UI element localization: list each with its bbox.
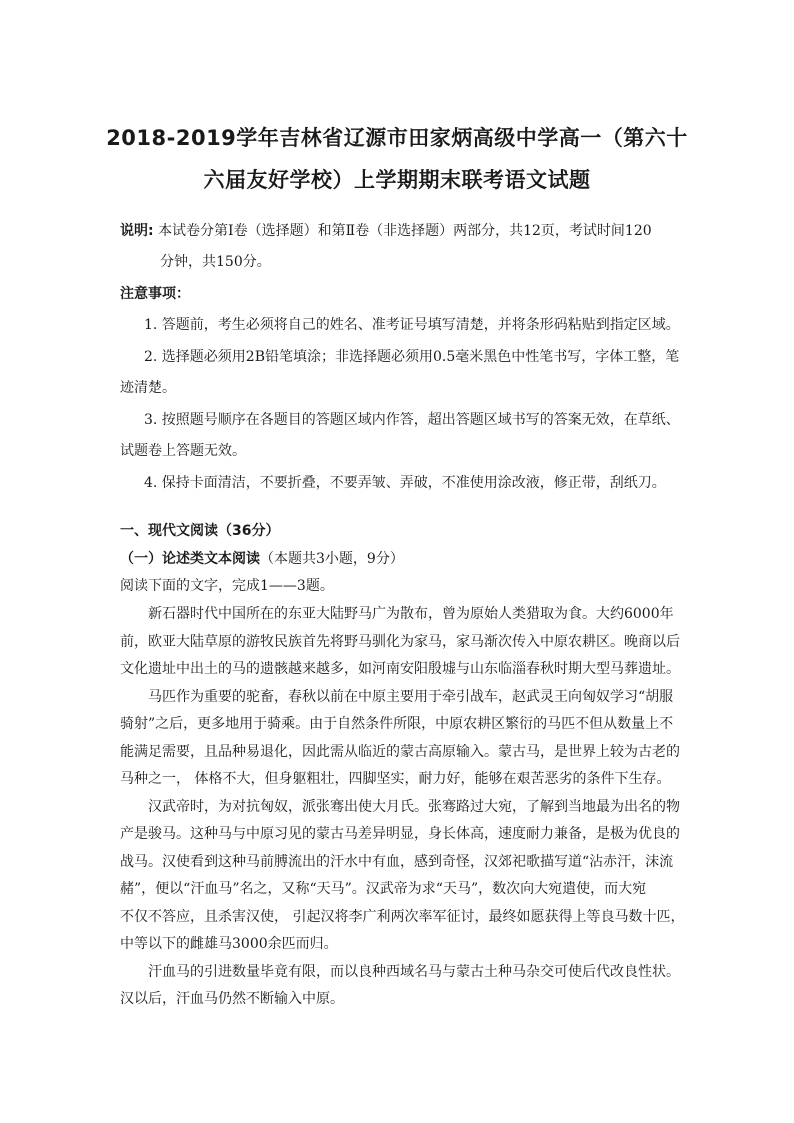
- notice-item-1: 1. 答题前，考生必须将自己的姓名、准考证号填写清楚，并将条形码粘贴到指定区域。: [144, 317, 680, 333]
- note-label: 说明:: [120, 223, 154, 239]
- note-line-2: 分钟，共150分。: [160, 254, 271, 270]
- document-title-line-2: 六届友好学校）上学期期末联考语文试题: [203, 168, 591, 192]
- body-line: 前，欧亚大陆草原的游牧民族首先将野马驯化为家马，家马渐次传入中原农耕区。晚商以后: [120, 634, 680, 650]
- note-text-1: 本试卷分第Ⅰ卷（选择题）和第Ⅱ卷（非选择题）两部分，共12页，考试时间120: [158, 223, 652, 239]
- body-line: 不仅不答应，且杀害汉使， 引起汉将李广利两次率军征讨，最终如愿获得上等良马数十匹，: [120, 909, 685, 925]
- notice-item-2: 2. 选择题必须用2B铅笔填涂；非选择题必须用0.5毫米黑色中性笔书写，字体工整，笔: [144, 349, 680, 365]
- body-line: 新石器时代中国所在的东亚大陆野马广为散布，曾为原始人类猎取为食。大约6000年: [148, 606, 674, 622]
- body-line: 战马。汉使看到这种马前膊流出的汗水中有血，感到奇怪，汉郊祀歌描写道“沾赤汗，沫流: [120, 854, 674, 870]
- body-line: 汉以后，汗血马仍然不断输入中原。: [120, 991, 344, 1007]
- body-line: 汉武帝时，为对抗匈奴，派张骞出使大月氏。张骞路过大宛，了解到当地最为出名的物: [148, 799, 680, 815]
- subsection-detail: （本题共3小题，9分）: [260, 551, 404, 567]
- body-line: 骑射”之后，更多地用于骑乘。由于自然条件所限，中原农耕区繁衍的马匹不但从数量上不: [120, 716, 674, 732]
- reading-instruction: 阅读下面的文字，完成1——3题。: [120, 578, 334, 594]
- document-title-line-1: 2018-2019学年吉林省辽源市田家炳高级中学高一（第六十: [106, 126, 688, 150]
- subsection-heading: [120, 549, 404, 569]
- body-line: 汗血马的引进数量毕竟有限，而以良种西域名马与蒙古土种马杂交可使后代改良性状。: [148, 964, 680, 980]
- subsection-title: （一）论述类文本阅读: [120, 551, 260, 567]
- body-line: 文化遗址中出土的马的遗骸越来越多，如河南安阳殷墟与山东临淄春秋时期大型马葬遗址。: [120, 661, 680, 677]
- body-line: 马种之一， 体格不大，但身躯粗壮，四脚坚实，耐力好，能够在艰苦恶劣的条件下生存。: [120, 771, 671, 787]
- notice-item-3: 3. 按照题号顺序在各题目的答题区域内作答，超出答题区域书写的答案无效，在草纸、: [144, 412, 680, 428]
- section-heading: 一、现代文阅读（36分）: [120, 523, 280, 539]
- body-line: 赭”，便以“汗血马”名之，又称“天马”。汉武帝为求“天马”，数次向大宛遣使，而大宛: [120, 881, 647, 897]
- notice-item-4: 4. 保持卡面清洁，不要折叠，不要弄皱、弄破，不准使用涂改液，修正带，刮纸刀。: [144, 475, 666, 491]
- notice-heading: 注意事项：: [120, 286, 190, 302]
- body-line: 产是骏马。这种马与中原习见的蒙古马差异明显，身长体高，速度耐力兼备，是极为优良的: [120, 826, 680, 842]
- body-line: 能满足需要，且品种易退化，因此需从临近的蒙古高原输入。蒙古马，是世界上较为古老的: [120, 744, 680, 760]
- body-line: 马匹作为重要的驼畜，春秋以前在中原主要用于牵引战车，赵武灵王向匈奴学习“胡服: [148, 689, 674, 705]
- body-line: 中等以下的雌雄马3000余匹而归。: [120, 936, 338, 952]
- notice-item-2-cont: 迹清楚。: [120, 380, 176, 396]
- notice-item-3-cont: 试题卷上答题无效。: [120, 443, 246, 459]
- note-line-1: [120, 221, 652, 241]
